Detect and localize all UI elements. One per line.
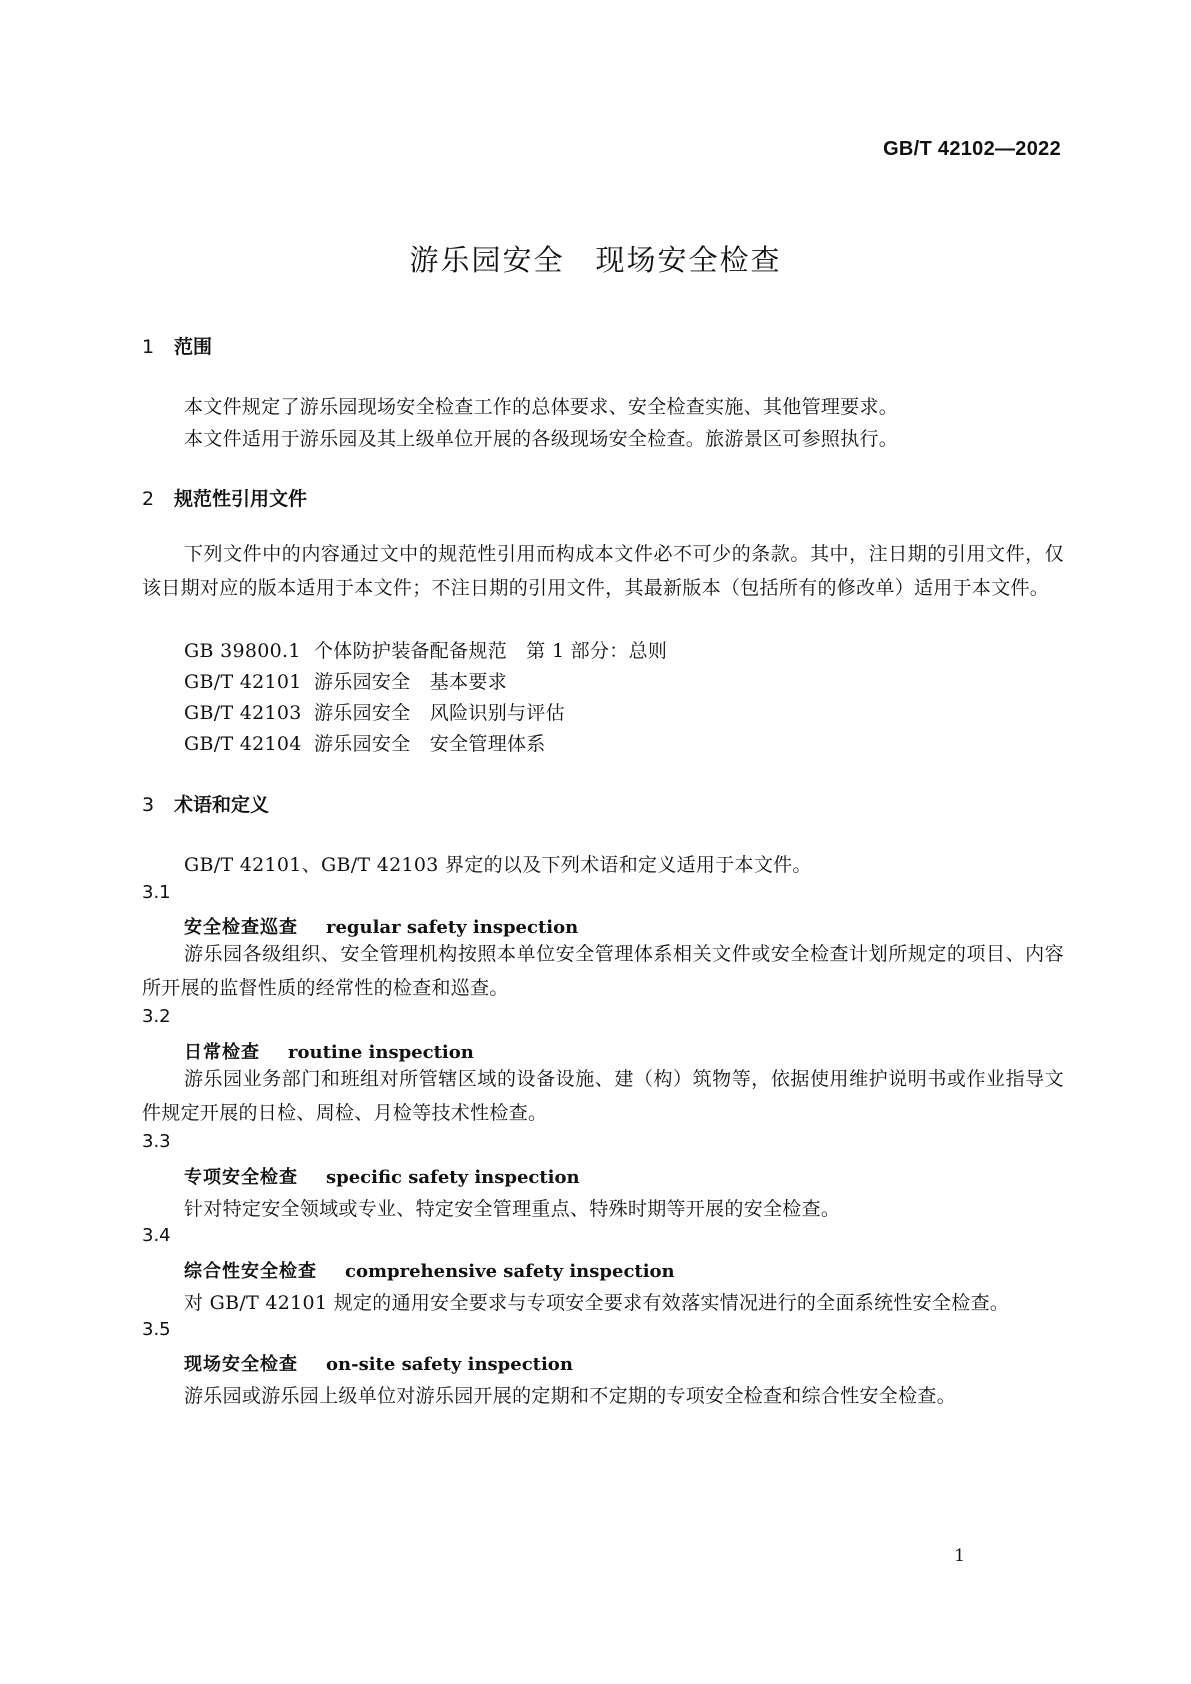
term-number: 3.5 xyxy=(142,1319,171,1340)
reference-code: GB/T 42101 xyxy=(184,671,302,693)
term-chinese: 安全检查巡查 xyxy=(184,917,298,938)
term-definition: 对 GB/T 42101 规定的通用安全要求与专项安全要求有效落实情况进行的全面系统性安全检查。 xyxy=(184,1292,1010,1314)
term-chinese: 现场安全检查 xyxy=(184,1354,298,1375)
section-number: 3 xyxy=(142,794,155,816)
term-chinese: 综合性安全检查 xyxy=(184,1261,317,1282)
section-number: 1 xyxy=(142,336,155,358)
section-title: 范围 xyxy=(174,336,213,358)
section-title: 术语和定义 xyxy=(174,794,270,816)
term-number: 3.1 xyxy=(142,882,171,903)
document-title: 游乐园安全 现场安全检查 xyxy=(409,243,782,277)
reference-title: 个体防护装备配备规范 第 1 部分：总则 xyxy=(314,640,668,662)
term-number: 3.3 xyxy=(142,1131,171,1152)
reference-item xyxy=(184,636,667,663)
term-english: comprehensive safety inspection xyxy=(345,1261,675,1282)
reference-item xyxy=(184,667,507,694)
page-number: 1 xyxy=(954,1546,965,1566)
term-definition: 游乐园各级组织、安全管理机构按照本单位安全管理体系相关文件或安全检查计划所规定的项目、内容所开展的监督性质的经常性的检查和巡查。 xyxy=(142,943,1064,999)
term-english: on-site safety inspection xyxy=(326,1354,573,1375)
section-2-heading xyxy=(142,484,307,511)
term-english: specific safety inspection xyxy=(326,1167,580,1188)
term-entry xyxy=(184,913,578,939)
scope-paragraph-2: 本文件适用于游乐园及其上级单位开展的各级现场安全检查。旅游景区可参照执行。 xyxy=(184,428,899,450)
reference-item xyxy=(184,729,546,756)
term-entry xyxy=(184,1038,474,1064)
reference-item xyxy=(184,698,565,725)
reference-code: GB 39800.1 xyxy=(184,640,301,662)
term-entry xyxy=(184,1350,573,1376)
reference-title: 游乐园安全 安全管理体系 xyxy=(314,733,546,755)
term-entry xyxy=(184,1163,580,1189)
reference-code: GB/T 42103 xyxy=(184,702,302,724)
section-1-heading xyxy=(142,332,212,359)
reference-title: 游乐园安全 风险识别与评估 xyxy=(314,702,565,724)
terms-intro: GB/T 42101、GB/T 42103 界定的以及下列术语和定义适用于本文件。 xyxy=(184,854,812,876)
standard-code: GB/T 42102—2022 xyxy=(883,138,1061,160)
term-chinese: 日常检查 xyxy=(184,1042,260,1063)
term-number: 3.4 xyxy=(142,1225,171,1246)
term-definition: 针对特定安全领域或专业、特定安全管理重点、特殊时期等开展的安全检查。 xyxy=(184,1198,841,1220)
section-title: 规范性引用文件 xyxy=(174,488,308,510)
scope-paragraph-1: 本文件规定了游乐园现场安全检查工作的总体要求、安全检查实施、其他管理要求。 xyxy=(184,396,899,418)
term-chinese: 专项安全检查 xyxy=(184,1167,298,1188)
term-english: regular safety inspection xyxy=(326,917,579,938)
term-english: routine inspection xyxy=(288,1042,474,1063)
term-entry xyxy=(184,1257,675,1283)
term-definition: 游乐园业务部门和班组对所管辖区域的设备设施、建（构）筑物等，依据使用维护说明书或作业指导文件规定开展的日检、周检、月检等技术性检查。 xyxy=(142,1068,1064,1124)
normative-references-intro: 下列文件中的内容通过文中的规范性引用而构成本文件必不可少的条款。其中，注日期的引用文件，仅该日期对应的版本适用于本文件；不注日期的引用文件，其最新版本（包括所有的修改单）适用于本文件。 xyxy=(142,543,1064,599)
term-definition: 游乐园或游乐园上级单位对游乐园开展的定期和不定期的专项安全检查和综合性安全检查。 xyxy=(184,1385,957,1407)
section-number: 2 xyxy=(142,488,155,510)
reference-code: GB/T 42104 xyxy=(184,733,302,755)
term-number: 3.2 xyxy=(142,1006,171,1027)
reference-title: 游乐园安全 基本要求 xyxy=(314,671,508,693)
section-3-heading xyxy=(142,790,269,817)
